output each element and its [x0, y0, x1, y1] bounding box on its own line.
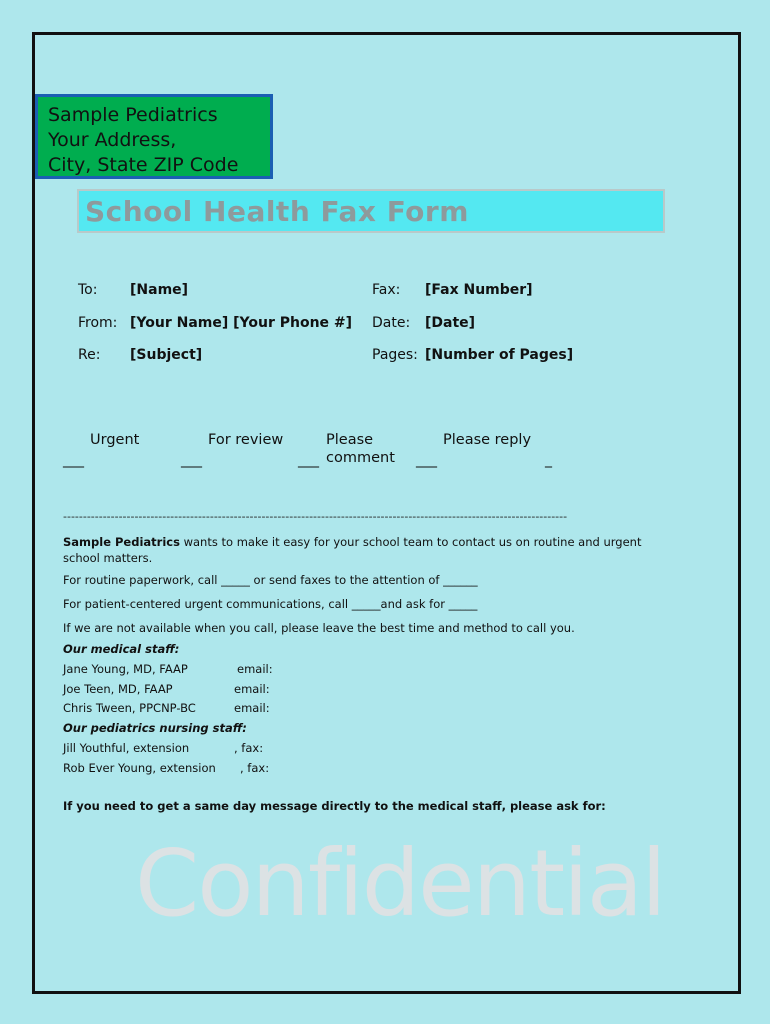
- comment-option-label-line2: comment: [326, 450, 395, 466]
- sender-address-box: [35, 94, 273, 179]
- nurse-name: Rob Ever Young, extension: [63, 761, 216, 775]
- nurse-contact: , fax:: [234, 741, 264, 755]
- date-value[interactable]: [Date]: [425, 315, 476, 331]
- review-option-label: For review: [208, 432, 284, 448]
- sender-address: Your Address,: [48, 129, 177, 151]
- pages-label: Pages:: [372, 347, 418, 363]
- from-value[interactable]: [Your Name] [Your Phone #]: [130, 315, 353, 331]
- staff-member-name: Chris Tween, PPCNP-BC: [63, 701, 196, 715]
- nurse-name: Jill Youthful, extension: [63, 741, 190, 755]
- nursing-staff-title: Our pediatrics nursing staff:: [63, 721, 247, 735]
- nurse-contact: , fax:: [240, 761, 270, 775]
- re-value[interactable]: [Subject]: [130, 347, 203, 363]
- intro-paragraph: [63, 534, 673, 566]
- to-label: To:: [78, 282, 98, 298]
- fax-label: Fax:: [372, 282, 401, 298]
- re-label: Re:: [78, 347, 101, 363]
- staff-member-contact: email:: [237, 662, 273, 676]
- same-day-instruction: If you need to get a same day message directly to the medical staff, please ask for:: [63, 799, 606, 813]
- confidential-watermark: Confidential: [135, 830, 665, 937]
- intro-practice-name: Sample Pediatrics: [63, 535, 180, 549]
- comment-option-label-line1: Please: [326, 432, 374, 448]
- unavailable-paragraph: If we are not available when you call, please leave the best time and method to call you.: [63, 621, 575, 635]
- extra-checkbox[interactable]: _: [545, 452, 552, 468]
- staff-member-contact: email:: [234, 682, 270, 696]
- to-value[interactable]: [Name]: [130, 282, 189, 298]
- urgent-checkbox[interactable]: ___: [63, 452, 84, 468]
- staff-member-contact: email:: [234, 701, 270, 715]
- fax-value[interactable]: [Fax Number]: [425, 282, 533, 298]
- routine-paragraph: For routine paperwork, call _____ or send faxes to the attention of ______: [63, 573, 478, 587]
- staff-member-name: Jane Young, MD, FAAP: [63, 662, 188, 676]
- form-title: School Health Fax Form: [85, 195, 469, 228]
- sender-name: Sample Pediatrics: [48, 104, 218, 126]
- urgent-paragraph: For patient-centered urgent communications, call _____and ask for _____: [63, 597, 478, 611]
- reply-option-label: Please reply: [443, 432, 532, 448]
- staff-member-name: Joe Teen, MD, FAAP: [63, 682, 173, 696]
- pages-value[interactable]: [Number of Pages]: [425, 347, 574, 363]
- form-title-bar: [77, 189, 665, 233]
- comment-checkbox[interactable]: ___: [298, 452, 319, 468]
- from-label: From:: [78, 315, 118, 331]
- urgent-option-label: Urgent: [90, 432, 140, 448]
- medical-staff-title: Our medical staff:: [63, 642, 180, 656]
- intro-text: wants to make it easy for your school team to contact us on routine and urgent school matters.: [63, 535, 642, 565]
- date-label: Date:: [372, 315, 411, 331]
- review-checkbox[interactable]: ___: [181, 452, 202, 468]
- sender-city-line: City, State ZIP Code: [48, 154, 239, 176]
- reply-checkbox[interactable]: ___: [416, 452, 437, 468]
- divider-line: -------------------------------------------------------------------------------------------------------------------------------: [63, 510, 568, 523]
